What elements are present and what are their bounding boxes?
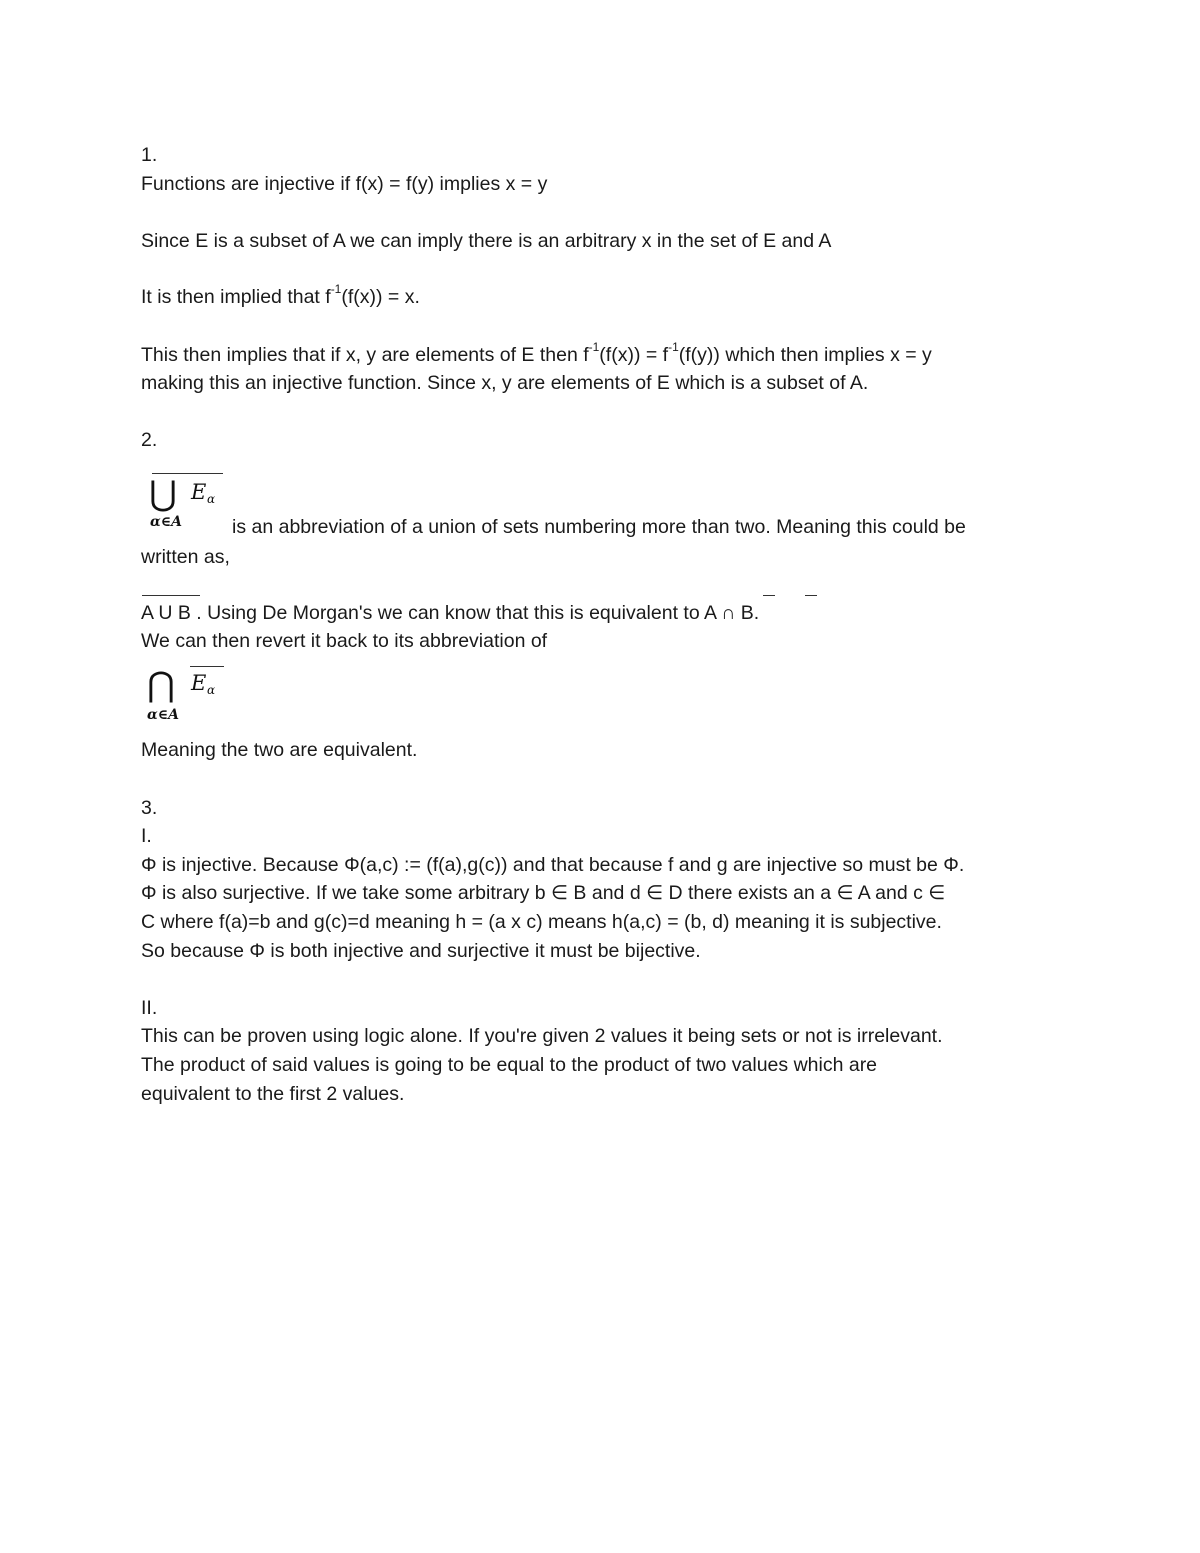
q3-part-2: II. (141, 997, 158, 1019)
big-intersection-symbol: ⋂ (147, 665, 175, 705)
inverse-superscript: -1 (588, 340, 600, 354)
alpha-subscript: α (207, 492, 216, 506)
q3-number: 3. (141, 797, 158, 819)
q2-line-4: We can then revert it back to its abbreviation of (141, 630, 548, 652)
alpha-subscript: α (207, 683, 216, 697)
q3-line-2: Φ is also surjective. If we take some arbitrary b ∈ B and d ∈ D there exists an a ∈ A and c ∈ (141, 882, 946, 904)
q3-line-7: equivalent to the first 2 values. (141, 1083, 405, 1105)
q1-line-5: making this an injective function. Since x, y are elements of E which is a subset of A. (141, 372, 869, 394)
overline-aub (142, 595, 200, 596)
q1-line-3-rest: (f(x)) = x. (341, 286, 420, 308)
q3-line-1: Φ is injective. Because Φ(a,c) := (f(a),g(c)) and that because f and g are injective so must be Φ. (141, 854, 965, 876)
q1-line-4-rest: (f(y)) which then implies x = y (678, 344, 932, 366)
inverse-superscript: -1 (668, 340, 679, 354)
inverse-superscript: -1 (330, 282, 342, 296)
q2-line-1: is an abbreviation of a union of sets numbering more than two. Meaning this could be (232, 516, 966, 538)
q2-line-2: written as, (141, 546, 230, 568)
q1-line-1: Functions are injective if f(x) = f(y) implies x = y (141, 173, 548, 195)
overline-b (805, 595, 817, 596)
q3-line-3: C where f(a)=b and g(c)=d meaning h = (a x c) means h(a,c) = (b, d) meaning it is subjective. (141, 911, 942, 933)
q3-line-4: So because Φ is both injective and surjective it must be bijective. (141, 940, 701, 962)
overline (190, 666, 224, 667)
q1-line-3 (141, 282, 420, 309)
q2-number: 2. (141, 429, 158, 451)
set-e: E (191, 671, 207, 695)
q1-line-3-text: It is then implied that f (141, 286, 331, 308)
intersection-index: α∈A (147, 707, 179, 723)
big-union-symbol: ⋃ (149, 474, 177, 514)
q2-line-5: Meaning the two are equivalent. (141, 739, 418, 761)
q1-line-4 (141, 340, 932, 367)
q1-number: 1. (141, 144, 158, 166)
q2-line-3: A U B . Using De Morgan's we can know that this is equivalent to A ∩ B. (141, 602, 760, 624)
overline-a (763, 595, 775, 596)
set-e: E (191, 480, 207, 504)
q1-line-4-text: This then implies that if x, y are elements of E then f (141, 344, 589, 366)
q3-line-6: The product of said values is going to be equal to the product of two values which are (141, 1054, 878, 1076)
q1-line-2: Since E is a subset of A we can imply there is an arbitrary x in the set of E and A (141, 230, 832, 252)
q1-line-4-mid: (f(x)) = f (599, 344, 669, 366)
q3-part-1: I. (141, 825, 152, 847)
q3-line-5: This can be proven using logic alone. If you're given 2 values it being sets or not is irrelevant. (141, 1025, 943, 1047)
union-index: α∈A (150, 514, 182, 530)
